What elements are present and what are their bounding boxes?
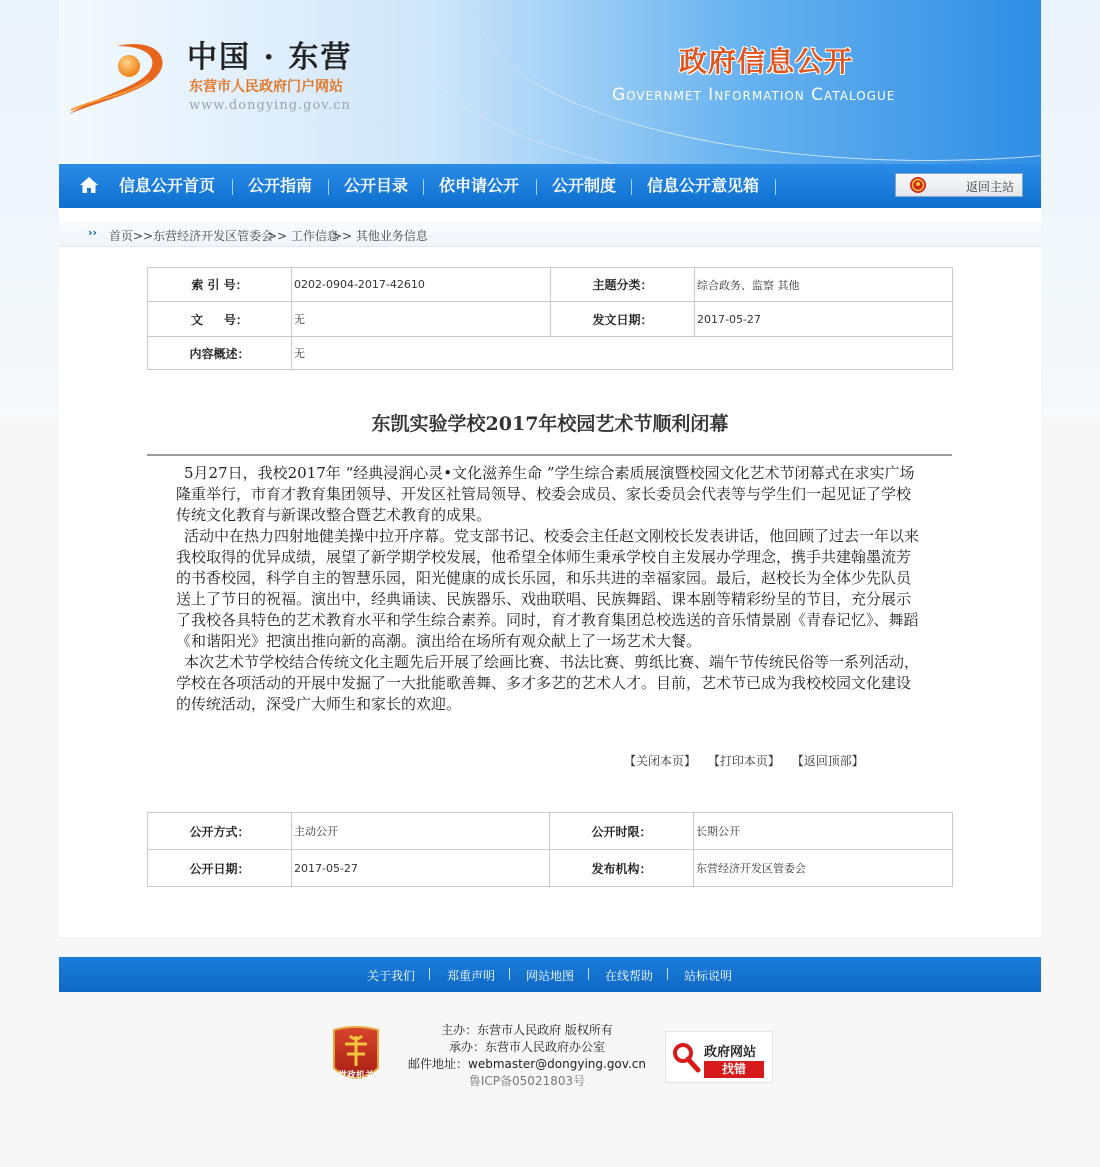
national-emblem-icon <box>908 176 928 194</box>
footer-sponsor: 主办：东营市人民政府 版权所有 <box>441 1023 613 1037</box>
nav-item-catalog[interactable]: 公开目录 <box>344 176 409 195</box>
nav-separator <box>536 179 537 195</box>
nav-item-system[interactable]: 公开制度 <box>552 176 617 195</box>
back-home-label: 返回主站 <box>966 180 1015 194</box>
publish-period-value: 长期公开 <box>694 813 953 850</box>
footer-email: 邮件地址：webmaster@dongying.gov.cn <box>408 1057 646 1071</box>
index-number-label: 索 引 号： <box>148 268 292 302</box>
index-number-value: 0202-0904-2017-42610 <box>292 268 551 302</box>
publish-mode-label: 公开方式： <box>148 813 292 850</box>
footer-icp[interactable]: 鲁ICP备05021803号 <box>468 1074 586 1088</box>
nav-item-apply[interactable]: 依申请公开 <box>439 176 520 195</box>
title-divider <box>147 454 952 456</box>
footer-nav <box>59 957 1041 992</box>
footer-link-about[interactable]: 关于我们 <box>367 969 416 983</box>
site-domain: www.dongying.gov.cn <box>189 98 351 113</box>
content-panel <box>59 208 1041 937</box>
breadcrumb-other-info[interactable]: >> 其他业务信息 <box>332 229 428 243</box>
footer-link-logo-info[interactable]: 站标说明 <box>684 969 733 983</box>
footer-organizer: 承办：东营市人民政府办公室 <box>448 1040 605 1054</box>
header-banner <box>59 0 1041 164</box>
footer-separator <box>429 968 430 980</box>
home-icon[interactable] <box>79 176 99 194</box>
nav-item-guide[interactable]: 公开指南 <box>248 176 313 195</box>
print-page-link[interactable]: 【打印本页】 <box>707 754 780 768</box>
section-title: 政府信息公开 <box>679 45 854 78</box>
party-gov-badge[interactable] <box>330 1024 382 1091</box>
document-number-value: 无 <box>292 302 551 337</box>
article-paragraph: 5月27日，我校2017年 “经典浸润心灵•文化滋养生命 ”学生综合素质展演暨校园文化艺术节闭幕式在求实广场隆重举行，市育才教育集团领导、开发区社管局领导、校委会成员、家长委员会代表等与学生们一起见证了学校传统文化教育与新课改整合暨艺术教育的成果。 <box>176 464 915 524</box>
issue-date-value: 2017-05-27 <box>695 302 953 337</box>
nav-separator <box>631 179 632 195</box>
article-paragraph: 本次艺术节学校结合传统文化主题先后开展了绘画比赛、书法比赛、剪纸比赛、端午节传统民俗等一系列活动，学校在各项活动的开展中发掘了一大批能歌善舞、多才多艺的艺术人才。目前，艺术节已成为我校校园文化建设的传统活动，深受广大师生和家长的欢迎。 <box>176 653 920 713</box>
close-page-link[interactable]: 【关闭本页】 <box>624 754 697 768</box>
publish-date-value: 2017-05-27 <box>292 850 550 887</box>
publish-date-label: 公开日期： <box>148 850 292 887</box>
main-nav <box>59 164 1041 208</box>
meta-table-bottom <box>147 812 953 887</box>
publish-mode-value: 主动公开 <box>292 813 550 850</box>
topic-category-value: 综合政务、监察 其他 <box>695 268 953 302</box>
footer-link-help[interactable]: 在线帮助 <box>605 969 654 983</box>
site-subtitle: 东营市人民政府门户网站 <box>189 79 343 95</box>
article-title: 东凯实验学校2017年校园艺术节顺利闭幕 <box>371 413 729 435</box>
breadcrumb <box>59 222 1041 247</box>
publishing-org-value: 东营经济开发区管委会 <box>694 850 953 887</box>
find-error-label: 找错 <box>704 1061 764 1078</box>
gov-site-error-report[interactable] <box>665 1031 773 1083</box>
footer-separator <box>509 968 510 980</box>
section-subtitle: Governmet Information Catalogue <box>612 85 896 105</box>
back-home-button[interactable] <box>895 173 1023 197</box>
nav-item-feedback[interactable]: 信息公开意见箱 <box>647 176 760 195</box>
breadcrumb-devzone[interactable]: >>东营经济开发区管委会 <box>133 229 274 243</box>
publishing-org-label: 发布机构： <box>550 850 694 887</box>
back-to-top-link[interactable]: 【返回顶部】 <box>791 754 864 768</box>
breadcrumb-home[interactable]: 首页 <box>109 229 134 243</box>
footer-info <box>402 1022 652 1090</box>
party-gov-badge-label: 党政机关 <box>337 1071 374 1081</box>
footer-link-statement[interactable]: 郑重声明 <box>447 969 496 983</box>
city-logo-icon <box>67 36 182 116</box>
footer-separator <box>588 968 589 980</box>
summary-value: 无 <box>292 337 953 370</box>
document-number-label: 文 号： <box>148 302 292 337</box>
nav-separator <box>328 179 329 195</box>
issue-date-label: 发文日期： <box>551 302 695 337</box>
banner-arc <box>419 0 1041 164</box>
meta-table-top <box>147 267 953 370</box>
breadcrumb-work-info[interactable]: >> 工作信息 <box>267 229 339 243</box>
topic-category-label: 主题分类： <box>551 268 695 302</box>
breadcrumb-arrow-icon: ›› <box>88 226 98 239</box>
nav-separator <box>775 179 776 195</box>
nav-separator <box>232 179 233 195</box>
footer-separator <box>667 968 668 980</box>
site-title: 中国 · 东营 <box>187 40 353 75</box>
footer-link-sitemap[interactable]: 网站地图 <box>526 969 575 983</box>
article-body <box>176 463 924 715</box>
nav-separator <box>423 179 424 195</box>
nav-item-info-home[interactable]: 信息公开首页 <box>119 176 216 195</box>
article-paragraph: 活动中在热力四射地健美操中拉开序幕。党支部书记、校委会主任赵文刚校长发表讲话，他回顾了过去一年以来我校取得的优异成绩，展望了新学期学校发展，他希望全体师生秉承学校自主发展办学理念，携手共建翰墨流芳的书香校园，科学自主的智慧乐园，阳光健康的成长乐园，和乐共进的幸福家园。最后，赵校长为全体少先队员送上了节日的祝福。演出中，经典诵读、民族器乐、戏曲联唱、民族舞蹈、课本剧等精彩纷呈的节目，充分展示了我校各具特色的艺术教育水平和学生综合素养。同时，育才教育集团总校选送的音乐情景剧《青春记忆》、舞蹈《和谐阳光》把演出推向新的高潮。演出给在场所有观众献上了一场艺术大餐。 <box>176 527 920 650</box>
gov-site-label: 政府网站 <box>704 1045 757 1060</box>
publish-period-label: 公开时限： <box>550 813 694 850</box>
article-actions <box>624 752 864 769</box>
magnifier-icon <box>671 1041 701 1073</box>
summary-label: 内容概述： <box>148 337 292 370</box>
